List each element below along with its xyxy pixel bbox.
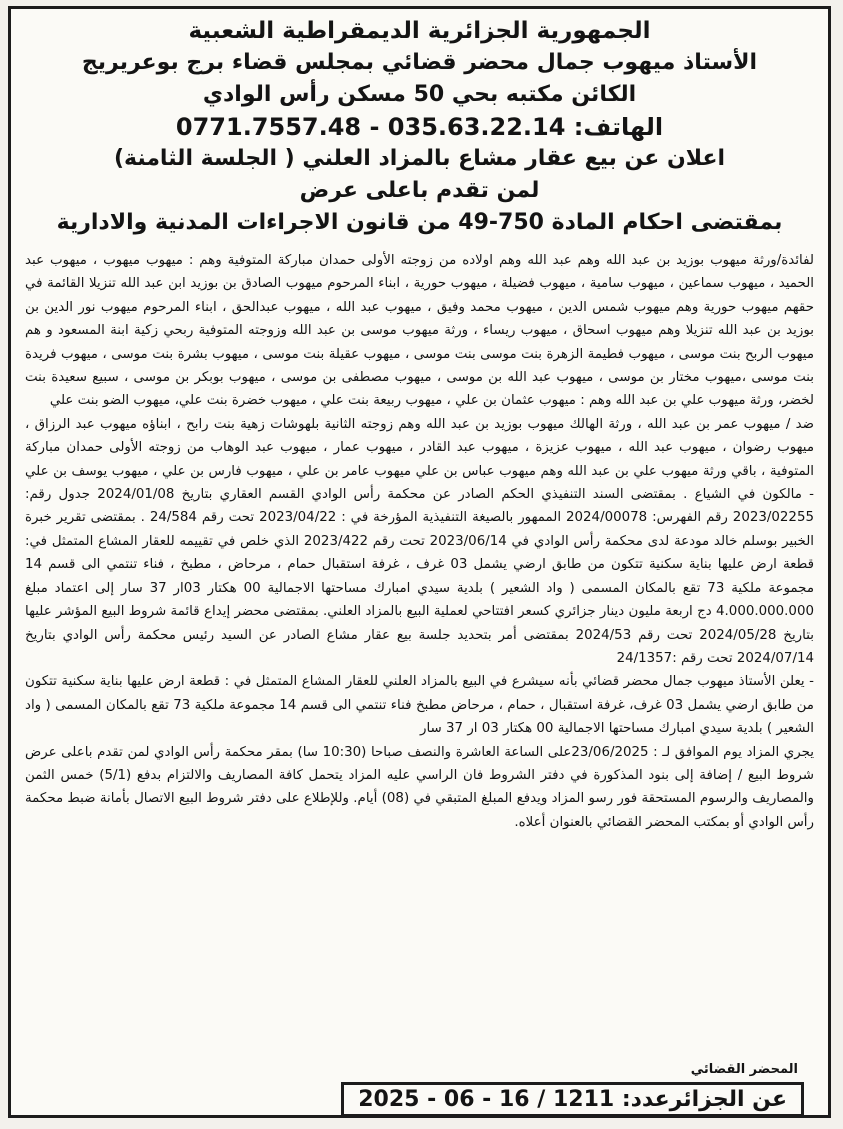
legal-basis: بمقتضى احكام المادة 750-49 من قانون الاجراءات المدنية والادارية xyxy=(56,210,783,235)
office-address: الكائن مكتبه بحي 50 مسكن رأس الوادي xyxy=(202,82,637,107)
bailiff-line: الأستاذ ميهوب جمال محضر قضائي بمجلس قضاء برج بوعريريج xyxy=(81,50,758,75)
notice-body xyxy=(11,239,828,834)
notice-header xyxy=(11,9,828,239)
legal-notice xyxy=(8,6,831,1118)
phone-numbers: 0771.7557.48 - 035.63.22.14 xyxy=(175,113,566,141)
beneficiaries-paragraph: لفائدة/ورثة ميهوب بوزيد بن عبد الله وهم عبد الله وهم اولاده من زوجته الأولى حمدان مباركة المتوفية وهم : ميهوب ميهوب ، ميهوب عبد الحميد ، ميهوب سماعين ، ميهوب سامية ، ميهوب فضيلة ، ميهوب حورية ، ابناء المرحوم ميهوب الصادق بن بوزيد ابن عبد الله تنزيلا القائمة في حقهم ميهوب حورية وهم ميهوب شمس الدين ، ميهوب محمد وفيق ، ميهوب عبد الله ، ميهوب عبدالحق ، ابناء المرحوم ميهوب نور الدين بن بوزيد بن عبد الله تنزيلا وهم ميهوب اسحاق ، ميهوب ريساء ، ورثة ميهوب موسى بن عبد الله وزوجته المتوفية ربحي زكية ابنة المسعود و هم ميهوب الربح بنت موسى ، ميهوب فطيمة الزهرة بنت موسى بنت موسى ، ميهوب عقيلة بنت موسى ، ميهوب بشرة بنت موسى ، ميهوب فريدة بنت موسى ،ميهوب مختار بن موسى ، ميهوب عبد الله بن موسى ، ميهوب مصطفى بن موسى ، ميهوب بوبكر بن موسى ، سبيع سعيدة بنت لخضر، ورثة ميهوب علي بن عبد الله وهم : ميهوب عثمان بن علي ، ميهوب ربيعة بنت علي ، ميهوب خضرة بنت علي، ميهوب الضو بنت علي xyxy=(25,253,814,409)
publication-footer: عن الجزائرعدد: 1211 / 16 - 06 - 2025 xyxy=(341,1082,804,1117)
announcement-paragraph: - يعلن الأستاذ ميهوب جمال محضر قضائي بأنه سيشرع في البيع بالمزاد العلني للعقار المشاع المتمثل في : قطعة ارض عليها بناية سكنية تتكون من طابق ارضي يشمل 03 غرف، غرفة استقبال ، حمام ، مرحاض مطبخ فناء تنتمي الى قسم 14 مجموعة ملكية 73 تقع بالمكان المسمى ( واد الشعير ) بلدية سيدي امبارك مساحتها الاجمالية 00 هكتار 03 ار 37 سار xyxy=(25,674,814,737)
phone-label: الهاتف: xyxy=(573,113,664,141)
notice-title: اعلان عن بيع عقار مشاع بالمزاد العلني ( الجلسة الثامنة) xyxy=(113,146,726,171)
signature: المحضر القضائي xyxy=(690,1062,798,1077)
phone-line xyxy=(29,111,810,143)
auction-details-paragraph: يجري المزاد يوم الموافق لـ : 23/06/2025على الساعة العاشرة والنصف صباحا (10:30 سا) بمقر محكمة رأس الوادي لمن تقدم باعلى عرض شروط البيع / إضافة إلى بنود المذكورة في دفتر الشروط فان الراسي عليه المزاد يتحمل كافة المصاريف والالتزام بدفع (5/1) خمس الثمن والمصاريف والرسوم المستحقة فور رسو المزاد ويدفع المبلغ المتبقي في (08) أيام. وللإطلاع على دفتر شروط البيع الاتصال بأمانة ضبط محكمة رأس الوادي أو بمكتب المحضر القضائي بالعنوان أعلاه. xyxy=(25,744,815,830)
republic-title: الجمهورية الجزائرية الديمقراطية الشعبية xyxy=(188,18,651,44)
against-paragraph: ضد / ميهوب عمر بن عبد الله ، ورثة الهالك ميهوب بوزيد بن عبد الله وهم زوجته الثانية بلهوشات زهية بنت رابح ، ابناؤه ميهوب عبد الرزاق ، ميهوب رضوان ، ميهوب عبد الله ، ميهوب عزيزة ، ميهوب عبد القادر ، ميهوب عمار ، ميهوب عبد الوهاب من زوجته الأولى حمدان مباركة المتوفية ، باقي ورثة ميهوب علي بن عبد الله وهم ميهوب عباس بن علي ميهوب عامر بن علي ، ميهوب فارس بن علي ، ميهوب يوسف بن علي - مالكون في الشياع . بمقتضى السند التنفيذي الحكم الصادر عن محكمة رأس الوادي القسم العقاري بتاريخ 2024/01/08 جدول رقم: 2023/02255 رقم الفهرس: 2024/00078 الممهور بالصيغة التنفيذية المؤرخة في : 2023/04/22 تحت رقم 24/584 . بمقتضى تقرير خبرة الخبير بوسلم خالد مودعة لدى محكمة رأس الوادي في 2023/06/14 تحت رقم 2023/422 الذي خلص في تقييمه للعقار المشاع المتمثل في: قطعة ارض عليها بناية سكنية تتكون من طابق ارضي يشمل 03 غرف ، غرفة استقبال حمام ، مرحاض ، مطبخ ، فناء تنتمي الى قسم 14 مجموعة ملكية 73 تقع بالمكان المسمى ( واد الشعير ) بلدية سيدي امبارك مساحتها الاجمالية 00 هكتار 03ار 37 سار إلى اعتماد مبلغ 4.000.000.000 دج اربعة مليون دينار جزائري كسعر افتتاحي لعملية البيع بالمزاد العلني. بمقتضى محضر إيداع قائمة شروط البيع المؤشر عليها بتاريخ 2024/05/28 تحت رقم 2024/53 بمقتضى أمر بتحديد جلسة بيع عقار مشاع الصادر عن السيد رئيس محكمة رأس الوادي بتاريخ 2024/07/14 تحت رقم :24/1357 xyxy=(25,416,815,666)
notice-subtitle: لمن تقدم باعلى عرض xyxy=(299,178,540,203)
